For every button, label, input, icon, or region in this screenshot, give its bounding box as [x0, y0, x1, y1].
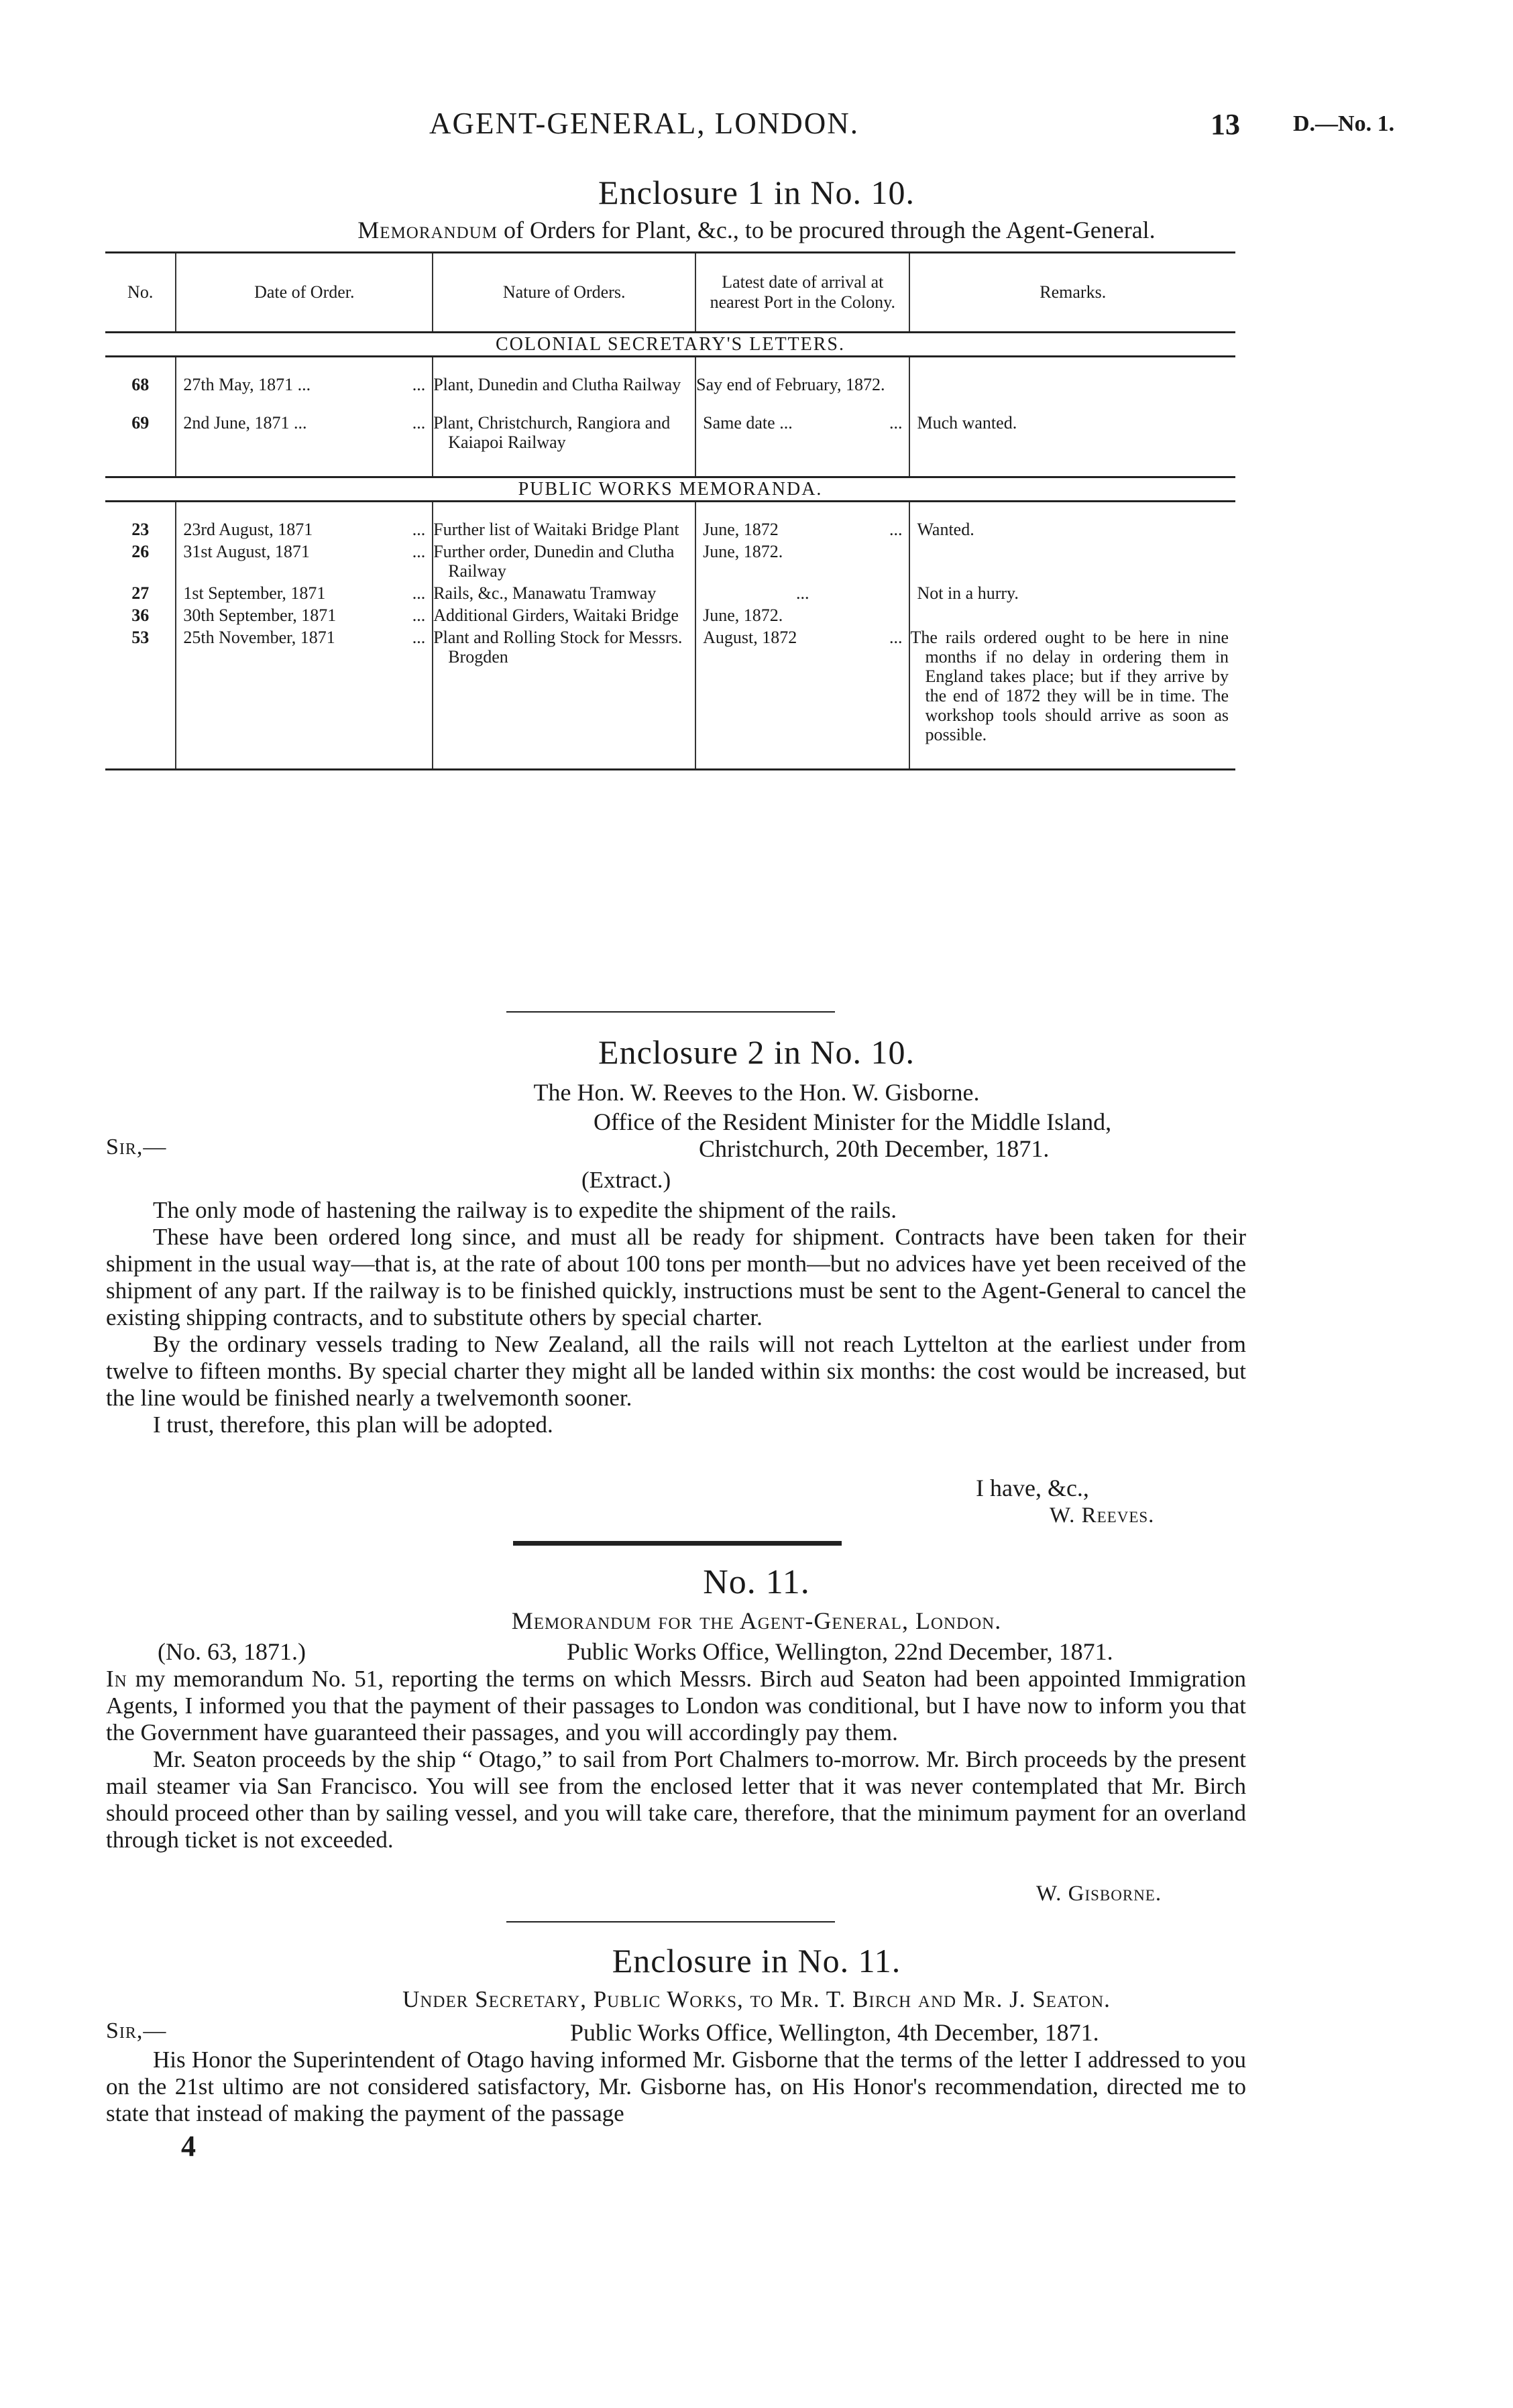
row-remarks — [909, 604, 1235, 626]
table-header-row — [105, 253, 1235, 333]
no11-subtitle — [0, 1607, 1513, 1635]
enclosure2-title: Enclosure 2 in No. 10. — [598, 1033, 915, 1071]
enclosure1-subtitle-rest: of Orders for Plant, &c., to be procured through the Agent-General. — [503, 217, 1156, 243]
enclosure11-paragraph: His Honor the Superintendent of Otago having informed Mr. Gisborne that the terms of the letter I addressed to you on the 21st ultimo are not considered satisfactory, Mr. Gisborne has, on His Honor's recommendation, directed me to state that instead of making the payment of the passage — [106, 2047, 1246, 2126]
row-nature: Plant, Christchurch, Rangiora and Kaiapoi Railway — [433, 412, 695, 453]
row-arrival: June, 1872 ... — [695, 518, 909, 540]
col-remarks: Remarks. — [909, 253, 1235, 333]
enclosure11-subtitle: Under Secretary, Public Works, to Mr. T. Birch and Mr. J. Seaton. — [402, 1986, 1111, 2012]
enclosure2-address-line2: Christchurch, 20th December, 1871. — [699, 1135, 1050, 1162]
enclosure2-paragraph: These have been ordered long since, and must all be ready for shipment. Contracts have been taken for their shipment in the usual way—that is, at the rate of about 100 tons per month—but no advices have yet been received of the shipment of any part. If the railway is to be finished quickly, instructions must be sent to the Agent-General to cancel the existing shipping contracts, and to substitute others by special charter. — [106, 1224, 1246, 1330]
col-date: Date of Order. — [176, 253, 433, 333]
enclosure2-paragraph: By the ordinary vessels trading to New Zealand, all the rails will not reach Lyttelton at the earliest under from twelve to fifteen months. By special charter they might all be landed within six months: the cost would be increased, but the line would be finished nearly a twelvemonth sooner. — [106, 1331, 1246, 1411]
section-public-works-row — [105, 477, 1235, 502]
row-date: 31st August, 1871 ... — [176, 540, 433, 582]
row-no: 69 — [105, 412, 176, 453]
row-remarks: Not in a hurry. — [917, 583, 1019, 603]
enclosure11-address: Public Works Office, Wellington, 4th December, 1871. — [570, 2019, 1099, 2046]
row-date: 23rd August, 1871 ... — [176, 518, 433, 540]
row-remarks: Wanted. — [917, 520, 974, 539]
no11-signature: W. Gisborne. — [1036, 1882, 1162, 1906]
table-row — [105, 604, 1235, 626]
enclosure2-extract-label: (Extract.) — [581, 1167, 671, 1193]
enclosure2-from-line: The Hon. W. Reeves to the Hon. W. Gisborne. — [533, 1079, 980, 1106]
enclosure2-body — [106, 1197, 1246, 1438]
document-reference: D.—No. 1. — [1293, 111, 1395, 136]
no11-reference: (No. 63, 1871.) — [158, 1638, 306, 1665]
section-colonial-row — [105, 333, 1235, 357]
no11-subtitle-text: Memorandum for the Agent-General, London. — [511, 1607, 1002, 1634]
enclosure2-paragraph: I trust, therefore, this plan will be adopted. — [153, 1412, 553, 1438]
row-no: 68 — [105, 374, 176, 396]
no11-paragraph — [106, 1666, 1246, 1746]
table-row — [105, 540, 1235, 582]
col-arrival: Latest date of arrival at nearest Port in the Colony. — [695, 253, 909, 333]
row-date: 25th November, 1871 ... — [176, 626, 433, 746]
row-no: 26 — [105, 540, 176, 582]
row-date: 1st September, 1871 ... — [176, 582, 433, 604]
no11-lead-word: In — [106, 1666, 127, 1692]
page-number: 13 — [1211, 108, 1240, 141]
no11-title: No. 11. — [703, 1563, 810, 1601]
enclosure2-signature: W. Reeves. — [1050, 1503, 1155, 1528]
row-arrival: Same date ... ... — [695, 412, 909, 453]
enclosure11-body — [106, 2047, 1246, 2127]
enclosure1-subtitle — [0, 216, 1513, 244]
row-remarks — [909, 540, 1235, 582]
row-arrival: June, 1872. — [695, 540, 909, 582]
enclosure2-address-line1: Office of the Resident Minister for the Middle Island, — [594, 1108, 1112, 1135]
table-row — [105, 626, 1235, 746]
no11-paragraph: Mr. Seaton proceeds by the ship “ Otago,” to sail from Port Chalmers to-morrow. Mr. Birch proceeds by the present mail steamer via San Francisco. You will see from the enclosed letter that it was never contemplated that Mr. Birch should proceed other than by sailing vessel, and you will take care, therefore, that the minimum payment for an overland through ticket is not exceeded. — [106, 1746, 1246, 1853]
enclosure1-title: Enclosure 1 in No. 10. — [598, 174, 915, 211]
section-colonial-title: COLONIAL SECRETARY'S LETTERS. — [105, 333, 1235, 357]
row-no: 53 — [105, 626, 176, 746]
no11-address: Public Works Office, Wellington, 22nd December, 1871. — [567, 1638, 1113, 1665]
table-row — [105, 518, 1235, 540]
running-header-title: AGENT-GENERAL, LONDON. — [429, 107, 860, 140]
row-no: 36 — [105, 604, 176, 626]
row-no: 27 — [105, 582, 176, 604]
row-nature: Additional Girders, Waitaki Bridge — [433, 604, 695, 626]
table-row — [105, 412, 1235, 453]
row-remarks: The rails ordered ought to be here in nine months if no delay in ordering them in England takes place; but if they arrive by the end of 1872 they will be in time. The workshop tools should arrive as soon as possible. — [910, 628, 1229, 744]
row-remarks: Much wanted. — [917, 413, 1017, 433]
divider — [506, 1921, 835, 1923]
table-row — [105, 582, 1235, 604]
row-nature: Plant, Dunedin and Clutha Railway — [433, 374, 695, 396]
row-date: 2nd June, 1871 ... ... — [176, 412, 433, 453]
no11-body — [106, 1666, 1246, 1853]
enclosure2-paragraph: The only mode of hastening the railway is to expedite the shipment of the rails. — [153, 1197, 897, 1223]
row-nature: Further list of Waitaki Bridge Plant — [433, 518, 695, 540]
enclosure2-closing: I have, &c., — [976, 1475, 1089, 1501]
row-arrival: June, 1872. — [695, 604, 909, 626]
row-remarks — [909, 374, 1235, 396]
orders-table — [105, 251, 1235, 770]
table-row — [105, 374, 1235, 396]
row-date: 30th September, 1871 ... — [176, 604, 433, 626]
signature-mark: 4 — [181, 2130, 196, 2163]
row-date: 27th May, 1871 ... ... — [176, 374, 433, 396]
row-arrival: Say end of February, 1872. — [695, 374, 909, 396]
divider — [506, 1011, 835, 1013]
enclosure2-salutation: Sir,— — [106, 1135, 167, 1159]
section-public-works-title: PUBLIC WORKS MEMORANDA. — [105, 477, 1235, 502]
col-nature: Nature of Orders. — [433, 253, 695, 333]
col-no: No. — [105, 253, 176, 333]
row-arrival: ... — [695, 582, 909, 604]
row-nature: Rails, &c., Manawatu Tramway — [433, 582, 695, 604]
enclosure11-title: Enclosure in No. 11. — [612, 1942, 901, 1980]
enclosure11-salutation: Sir,— — [106, 2018, 167, 2043]
thick-divider — [513, 1541, 842, 1546]
row-arrival: August, 1872 ... — [695, 626, 909, 746]
row-nature: Further order, Dunedin and Clutha Railway — [433, 540, 695, 582]
row-nature: Plant and Rolling Stock for Messrs. Brogden — [433, 626, 695, 746]
enclosure1-subtitle-memorandum: Memorandum — [357, 217, 498, 243]
row-no: 23 — [105, 518, 176, 540]
no11-paragraph-text: my memorandum No. 51, reporting the terms on which Messrs. Birch aud Seaton had been appointed Immigration Agents, I informed you that the payment of their passages to London was conditional, but I have now to inform you that the Government have guaranteed their passages, and you will accordingly pay them. — [106, 1666, 1246, 1745]
